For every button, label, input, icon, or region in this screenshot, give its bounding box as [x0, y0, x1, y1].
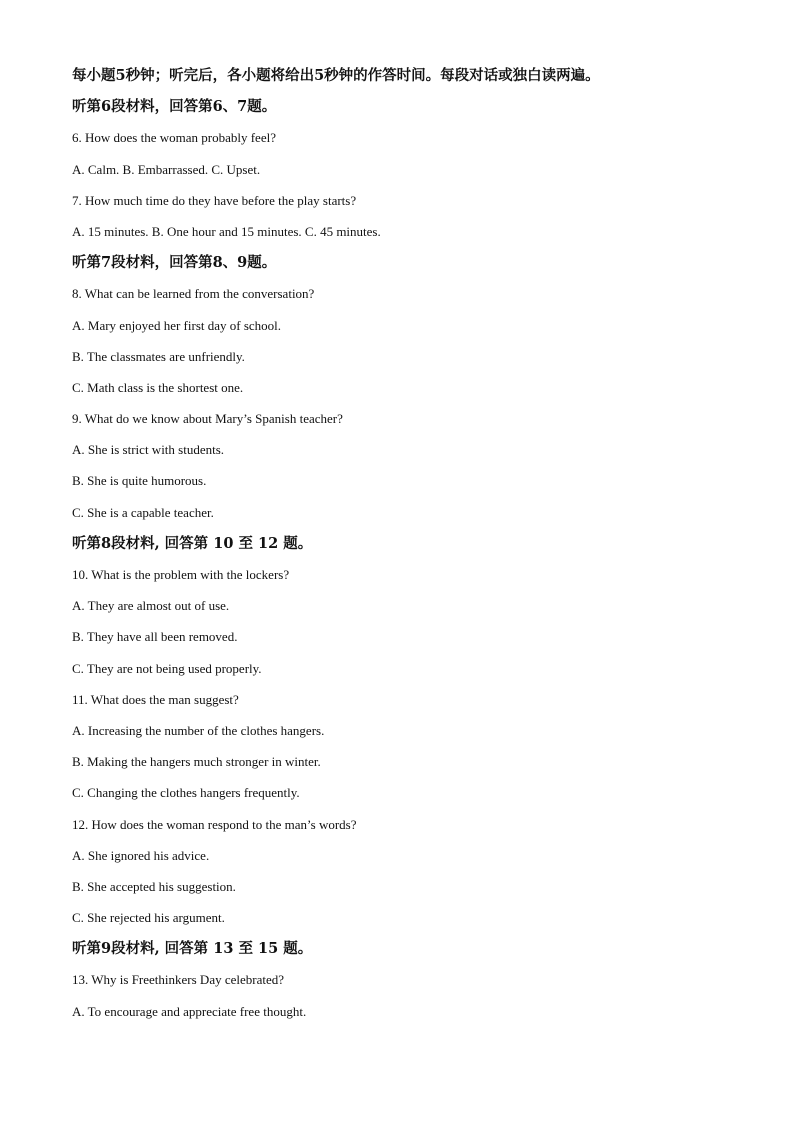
section-heading: 听第9段材料, 回答第 13 至 15 题。: [72, 940, 313, 958]
section-heading: 听第8段材料, 回答第 10 至 12 题。: [72, 534, 313, 552]
section-heading: 听第7段材料，回答第8、9题。: [72, 254, 277, 272]
option-line: A. To encourage and appreciate free thought.: [72, 1003, 307, 1019]
question-line: 6. How does the woman probably feel?: [72, 130, 276, 146]
option-line: A. She is strict with students.: [72, 442, 225, 458]
option-line: A. Mary enjoyed her first day of school.: [72, 317, 282, 333]
option-line: B. They have all been removed.: [72, 629, 238, 645]
option-line: C. Math class is the shortest one.: [72, 379, 244, 395]
question-line: 10. What is the problem with the lockers?: [72, 567, 290, 582]
option-line: B. She is quite humorous.: [72, 473, 207, 489]
question-line: 11. What does the man suggest?: [72, 691, 239, 707]
option-line: C. She is a capable teacher.: [72, 504, 214, 520]
options-line: A. Calm. B. Embarrassed. C. Upset.: [72, 161, 261, 177]
option-line: A. They are almost out of use.: [72, 598, 230, 614]
option-line: A. Increasing the number of the clothes hangers.: [72, 722, 325, 738]
option-line: B. The classmates are unfriendly.: [72, 348, 245, 364]
option-line: B. Making the hangers much stronger in winter.: [72, 754, 321, 770]
question-line: 8. What can be learned from the conversation?: [72, 286, 315, 302]
instruction-line: 每小题5秒钟；听完后，各小题将给出5秒钟的作答时间。每段对话或独白读两遍。: [72, 67, 600, 84]
document-page: [72, 66, 732, 1033]
options-line: A. 15 minutes. B. One hour and 15 minutes. C. 45 minutes.: [72, 223, 381, 239]
option-line: A. She ignored his advice.: [72, 847, 210, 863]
option-line: C. She rejected his argument.: [72, 910, 225, 926]
option-line: C. Changing the clothes hangers frequently.: [72, 785, 300, 801]
question-line: 13. Why is Freethinkers Day celebrated?: [72, 972, 285, 988]
question-line: 12. How does the woman respond to the man’s words?: [72, 816, 357, 832]
question-line: 9. What do we know about Mary’s Spanish teacher?: [72, 411, 343, 427]
option-line: B. She accepted his suggestion.: [72, 878, 236, 894]
question-line: 7. How much time do they have before the play starts?: [72, 192, 357, 208]
option-line: C. They are not being used properly.: [72, 660, 262, 676]
section-heading: 听第6段材料，回答第6、7题。: [72, 98, 277, 116]
